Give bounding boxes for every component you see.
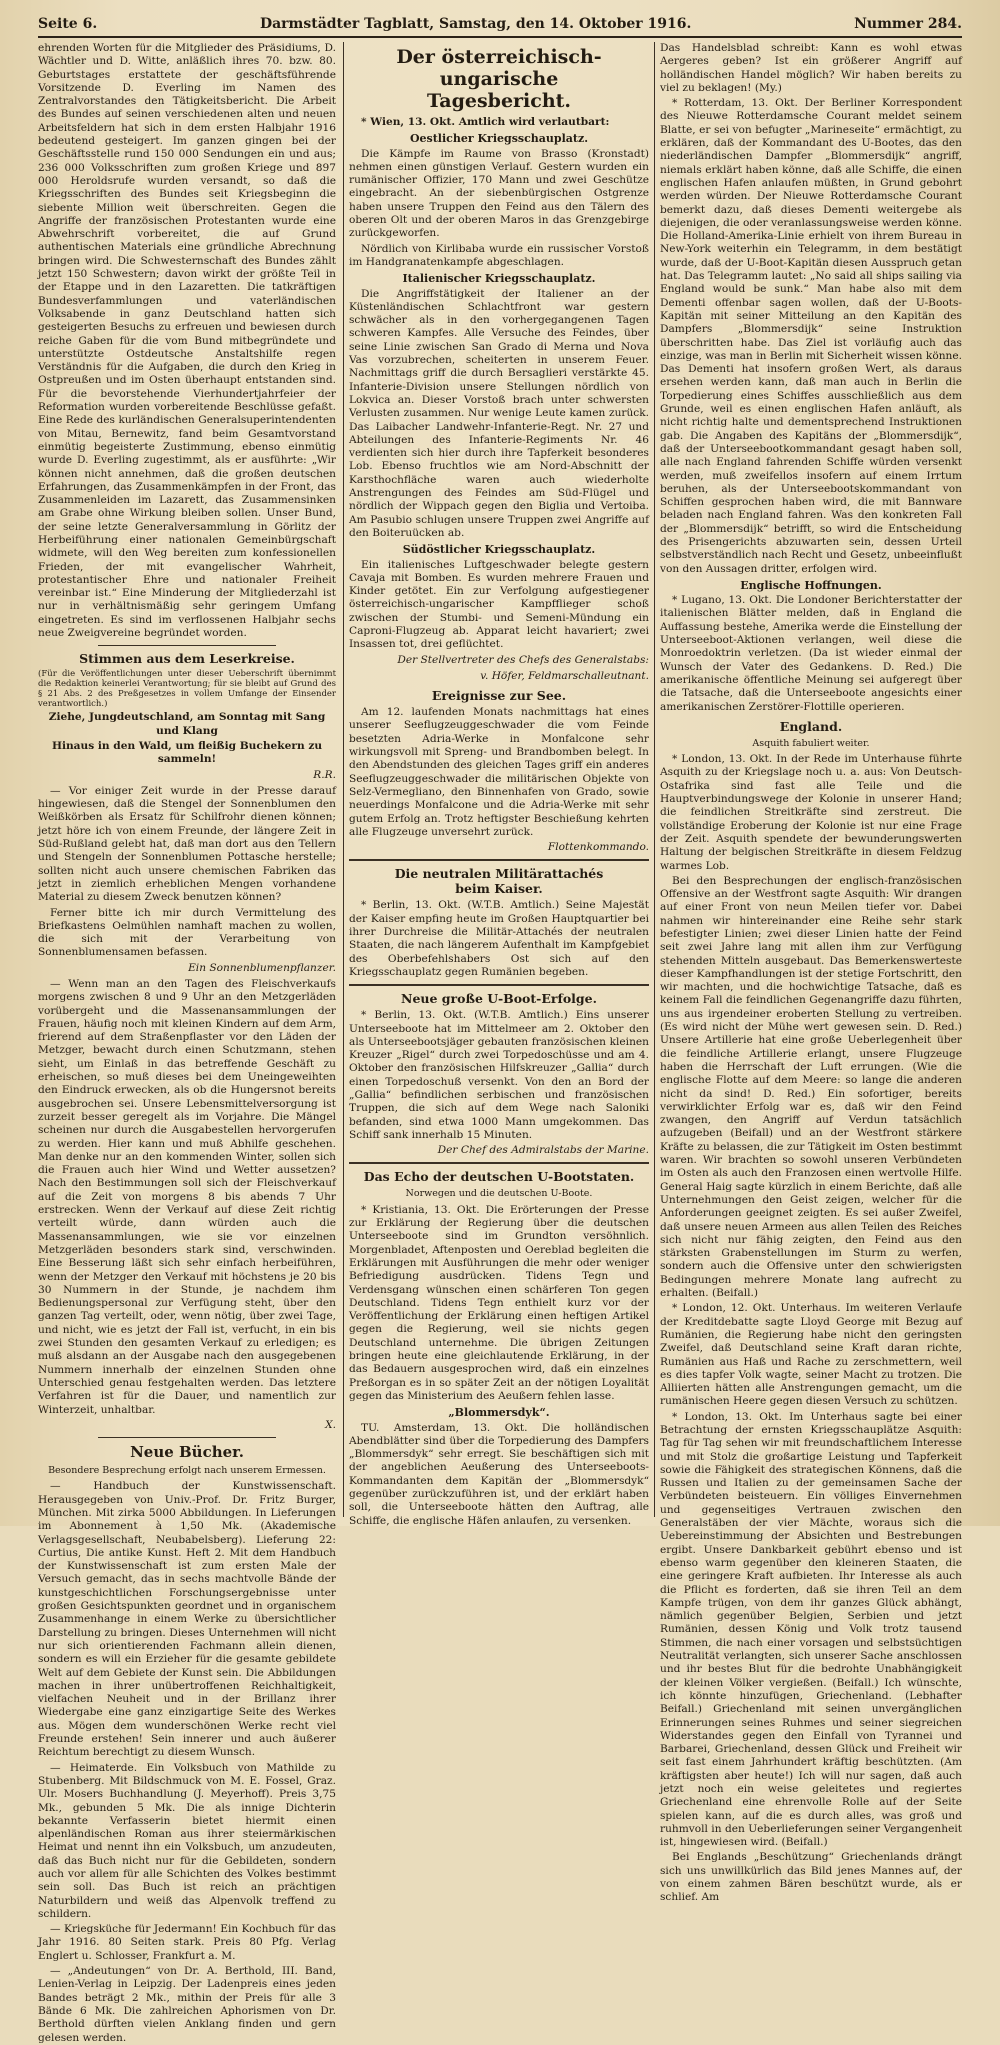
leserkreis-disclaimer: (Für die Veröffentlichungen unter dieser Ueberschrift übernimmt die Redaktion keinerlei Verantwortung; für sie bleibt auf Grund des § 21 Abs. 2 des Preßgesetzes in vollem Umfange der Einsender verantwortlich.): [38, 669, 336, 710]
divider: [98, 645, 277, 646]
report-london-asquith-2: Bei den Besprechungen der englisch-französischen Offensive an der Westfront sagte Asquith: Wir drangen auf einer Front von neun Meilen tiefer vor. Dabei nahmen wir hintereinander eine Reihe sehr stark befestigter Linien; zwei dieser Linien hatte der Feind seit zwei Jahre lang mit allen ihm zur Verfügung stehenden Mitteln ausgebaut. Das Bemerkenswerteste dieser Kampfhandlungen ist der stetige Fortschritt, den wir machten, und die hochwichtige Tatsache, daß es keinem Fall die feindlichen Gegenangriffe dazu führten, uns aus irgendeiner eroberten Stellung zu vertreiben. (Es wird nicht der Mühe wert gewesen sein. D. Red.) Unsere Artillerie hat eine große Ueberlegenheit über die feindliche Artillerie erlangt, unsere Flugzeuge haben die Herrschaft der Luft errungen. (Wie die englische Flotte auf dem Meere: so lange die anderen nicht da sind! D. Red.) Ein sofortiger, bereits verwirklichter Erfolg war es, daß wir den Feind zwangen, den Angriff auf Verdun tatsächlich aufzugeben (Beifall) und an der Westfront stärkere Kräfte zu belassen, die zur Tätigkeit im Osten bestimmt waren. Wir brachten so sowohl unseren Verbündeten im Osten als auch den Franzosen einen wertvolle Hilfe. General Haig sagte kürzlich in einem Berichte, daß alle Unternehmungen den Geist zeigen, welcher für die Anforderungen geeignet zeigten. Es sei außer Zweifel, daß unsere neuen Armeen aus allen Teilen des Reiches sich nicht nur fähig zeigten, den Feind aus den stärksten Grabenstellungen im Sturm zu werfen, sondern auch die Offensive unter den schwierigsten Bedingungen mehrere Monate lang aufrecht zu erhalten. (Beifall.): [660, 874, 962, 1300]
flottenkommando-signature: Flottenkommando.: [547, 841, 649, 854]
oesterreich-heading: [349, 46, 649, 112]
report-see: Am 12. laufenden Monats nachmittags hat eines unserer Seeflugzeuggeschwader die vom Feinde besetzten Adria-Werke in Monfalcone sehr wirkungsvoll mit Spreng- und Brandbomben belegt. In den Abendstunden des gleichen Tages griff ein anderes Seeflugzeuggeschwader die militärischen Objekte von Selz-Vermegliano, den Binnenhafen von Grado, sowie neuerdings Monfalcone und die Adria-Werke mit sehr gutem Erfolg an. Trotz heftigster Beschießung kehrten alle Flugzeuge unversehrt zurück.: [349, 706, 649, 838]
england-subheading: Asquith fabuliert weiter.: [752, 737, 870, 749]
issue-number: Nummer 284.: [854, 16, 962, 32]
letter-sonnenblumen-signature: Ein Sonnenblumenpflanzer.: [188, 961, 336, 974]
page-number: Seite 6.: [38, 16, 98, 32]
neue-buecher-subheading: Besondere Besprechung erfolgt nach unserem Ermessen.: [48, 1465, 326, 1477]
oestlicher-kriegsschauplatz-heading: Oestlicher Kriegsschauplatz.: [409, 132, 589, 146]
echo-subheading: Norwegen und die deutschen U-Boote.: [405, 1188, 593, 1200]
report-uboot: * Berlin, 13. Okt. (W.T.B. Amtlich.) Eins unserer Unterseeboote hat im Mittelmeer am 2. Oktober den als Unterseebootsjäger gebauten französischen kleinen Kreuzer „Rigel“ durch zwei Torpedoschüsse und am 4. Oktober den französischen Hilfskreuzer „Gallia“ durch einen Torpedoschuß versenkt. Von den an Bord der „Gallia“ befindlichen serbischen und französischen Truppen, die sich auf dem Wege nach Saloniki befanden, sind etwa 1000 Mann umgekommen. Das Schiff sank innerhalb 15 Minuten.: [349, 1009, 649, 1141]
divider: [349, 859, 649, 861]
generalstab-signature-name: v. Höfer, Feldmarschalleutnant.: [480, 669, 649, 682]
england-heading: England.: [779, 718, 843, 734]
book-review-kunstwissenschaft: — Handbuch der Kunstwissenschaft. Herausgegeben von Univ.-Prof. Dr. Fritz Burger, München. Mit zirka 5000 Abbildungen. In Lieferungen im Abonnement à 1,50 Mk. (Akademische Verlagsgesellschaft, Neubabelsberg). Lieferung 22: Curtius, Die antike Kunst. Heft 2. Mit dem Handbuch der Kunstwissenschaft ist zum ersten Male der Versuch gemacht, das in sechs machtvolle Bände der kunstgeschichtlichen Forschungsergebnisse unter großen Gesichtspunkten geordnet und in organischem Zusammenhange in einem Werke zu übersichtlicher Darstellung zu bringen. Dieses Unternehmen will nicht nur sich orientierenden Fachmann allein dienen, sondern es will ein Erzieher für die gesamte gebildete Welt auf dem Gebiete der Kunst sein. Die Abbildungen machen in ihrer unübertroffenen Reichhaltigkeit, vielfachen Neuheit und in der Brillanz ihrer Wiedergabe eine ganz einzigartige Seite des Werkes aus. Mögen dem wunderschönen Werke recht viel Freunde erstehen! Sein innerer und auch äußerer Reichtum berechtigt zu diesem Wunsch.: [38, 1480, 336, 1759]
blommersdyk-heading: „Blommersdyk“.: [448, 1406, 550, 1420]
oesterreich-heading-line-2: Tagesbericht.: [426, 90, 572, 112]
report-suedoestlich: Ein italienisches Luftgeschwader belegte gestern Cavaja mit Bomben. Es wurden mehrere Frauen und Kinder getötet. Ein zur Verfolgung aufgestiegener österreichisch-ungarischer Kampfflieger schoß zwischen der Stumbi- und Semeni-Mündung ein Caproni-Flugzeug ab. Apparat leicht havariert; zwei Insassen tot, drei geflüchtet.: [349, 558, 649, 651]
report-amsterdam: TU. Amsterdam, 13. Okt. Die holländischen Abendblätter sind über die Torpedierung des Dampfers „Blommersdyk“ sehr erregt. Sie beschäftigen sich mit der angeblichen Aeußerung des Unterseeboots-Kommandanten dem Kapitän der „Blommersdyk“ gegenüber zurückzuführen ist, und der erklärt haben soll, die Unterseeboote hätten den Auftrag, alle Schiffe, die englische Häfen anlaufen, zu versenken.: [349, 1421, 649, 1527]
generalstab-signature: Der Stellvertreter des Chefs des Generalstabs:: [397, 653, 649, 666]
suedoestlicher-kriegsschauplatz-heading: Südöstlicher Kriegsschauplatz.: [402, 543, 596, 557]
ereignisse-zur-see-heading: Ereignisse zur See.: [431, 688, 567, 704]
admiralstab-signature: Der Chef des Admiralstabs der Marine.: [437, 1144, 649, 1157]
italienischer-kriegsschauplatz-heading: Italienischer Kriegsschauplatz.: [402, 272, 596, 286]
column-rule-left: [343, 42, 344, 1517]
divider: [98, 1437, 277, 1438]
book-review-kriegskueche: — Kriegsküche für Jedermann! Ein Kochbuch für das Jahr 1916. 80 Seiten stark. Preis 80 Pfg. Verlag Englert u. Schlosser, Frankfurt a. M.: [38, 1923, 336, 1962]
article-evangelischer-bund-text: ehrenden Worten für die Mitglieder des Präsidiums, D. Wächtler und D. Witte, anläßlich ihres 70. bzw. 80. Geburtstages erstattete der geschäftsführende Vorsitzende D. Everling im Namen des Zentralvorstandes den Tätigkeitsbericht. Die Arbeit des Bundes auf seinen verschiedenen alten und neuen Arbeitsfeldern hat sich in dem ersten Halbjahr 1916 bedeutend gesteigert. Im ganzen gingen bei der Geschäftsstelle rund 150 000 Sendungen ein und aus; 236 000 Volksschriften zum großen Kriege und 897 000 Heroldsrufe wurden versandt, so daß die Kriegsschriften des Bundes seit Kriegsbeginn die siebente Million weit überschreiten. Gegen die Angriffe der französischen Protestanten wurde eine Abwehrschrift vorbereitet, die auf Grund authentischen Materials eine gründliche Abrechnung bringen wird. Die Schwesternschaft des Bundes zählt jetzt 150 Schwestern; davon wirkt der größte Teil in der Etappe und in den Lazaretten. Die tatkräftigen Bundesverfammlungen und vaterländischen Volksabende in ganz Deutschland hatten sich gesteigerten Besuchs zu erfreuen und bewiesen durch reiche Gaben für die vom Bund mitbegründete und unterstützte Ostdeutsche Anstaltshilfe regen Verständnis für die Aufgaben, die durch den Krieg in Ostpreußen und im Osten überhaupt entstanden sind. Für die bevorstehende Vierhundertjahrfeier der Reformation wurden vorbereitende Beschlüsse gefaßt. Eine Rede des kurländischen Generalsuperintendenten von Mitau, Bernewitz, fand beim Gesamtvorstand einmütig begeisterte Zustimmung, ebenso einmütig wurde D. Everling zugestimmt, als er ausführte: „Wir können nicht annehmen, daß die großen deutschen Erfahrungen, das Zusammenkämpfen in der Front, das Zusammenleiden im Lazarett, das Zusammensinken am Grabe ohne Wirkung bleiben sollen. Unser Bund, der seine letzte Generalversammlung in Görlitz der Herbeiführung einer nationalen Gemeinbürgschaft widmete, will den Weg bereiten zum konfessionellen Frieden, der mit evangelischer Wahrheit, protestantischer Ehre und nationaler Freiheit vereinbar ist.“ Eine Minderung der Mitgliederzahl ist nur in verhältnismäßig sehr geringem Umfang eingetreten. Es sind im verflossenen Halbjahr sechs neue Zweigvereine begründet worden.: [38, 42, 336, 640]
report-italienisch: Die Angriffstätigkeit der Italiener an der Küstenländischen Schlachtfront war gestern schwächer als in den vorhergegangenen Tagen schweren Kampfes. Alle Versuche des Feindes, über seine Linie zwischen San Grado di Merna und Nova Vas vorzubrechen, scheiterten in unserem Feuer. Nachmittags griff die durch Bersaglieri verstärkte 45. Infanterie-Division unsere Stellungen nördlich von Lokvica an. Dieser Vorstoß brach unter schwersten Verlusten zusammen. Nur wenige Leute kamen zurück. Das Laibacher Landwehr-Infanterie-Regt. Nr. 27 und Abteilungen des Infanterie-Regiments Nr. 46 verdienten sich hier durch ihre Tapferkeit besonderes Lob. Ebenso fruchtlos wie am Nord-Abschnitt der Karsthochfläche waren auch wiederholte Anstrengungen des Feindes am Süd-Flügel und nördlich der Wippach gegen den Biglia und Vertoiba. Am Pasubio schlugen unsere Truppen zwei Angriffe auf den Boiteruücken ab.: [349, 287, 649, 539]
uboot-erfolge-heading: Neue große U-Boot-Erfolge.: [401, 991, 597, 1007]
verse-signature: R.R.: [313, 768, 336, 781]
newspaper-title: Darmstädter Tagblatt, Samstag, den 14. Oktober 1916.: [259, 16, 692, 32]
report-kristiania: * Kristiania, 13. Okt. Die Erörterungen der Presse zur Erklärung der Regierung über die deutschen Unterseeboote sind im Grundton versöhnlich. Morgenbladet, Aftenposten und Oereblad begleiten die Erklärungen mit Ausführungen die mehr oder weniger Befriedigung ausdrücken. Tidens Tegn und Verdensgang wünschen einen schärferen Ton gegen Deutschland. Tidens Tegn enthielt kurz vor der Veröffentlichung der Erklärung einen heftigen Artikel gegen die Regierung, weil sie nichts gegen Deutschland unternehme. Die übrigen Zeitungen bringen heute eine gleichlautende Erklärung, in der das Bedauern ausgesprochen wird, daß ein einzelnes Preßorgan es in so später Zeit an der nötigen Loyalität gegen das Ministerium des Aeußern fehlen lasse.: [349, 1203, 649, 1402]
report-lugano: * Lugano, 13. Okt. Die Londoner Berichterstatter der italienischen Blätter melden, daß in England die Auffassung bestehe, Amerika werde die Einstellung der Unterseeboot-Aktionen verlangen, weil diese die Monroedoktrin verletzen. (Da ist wieder einmal der Wunsch der Vater des Gedankens. D. Red.) Die amerikanische öffentliche Meinung sei aufgeregt über die Tatsache, daß die Unterseeboote angesichts einer amerikanischen Zerstörer-Flottille operieren.: [660, 594, 962, 713]
verse-line-2: Hinaus in den Wald, um fleißig Buchekern zu sammeln!: [51, 739, 323, 766]
militaerattaches-heading: [349, 866, 649, 896]
neue-buecher-heading: Neue Bücher.: [130, 1443, 244, 1462]
divider: [349, 1162, 649, 1164]
book-review-heimaterde: — Heimaterde. Ein Volksbuch von Mathilde zu Stubenberg. Mit Bildschmuck von M. E. Fossel, Graz. Ulr. Mosers Buchhandlung (J. Meyerhoff). Preis 3,75 Mk., gebunden 5 Mk. Die als innige Dichterin bekannte Verfasserin bietet hiermit einen alpenländischen Roman aus ihrer steiermärkischen Heimat und nennt ihn ein Volksbuch, um anzudeuten, daß das Buch nicht nur für die Gebildeten, sondern auch vor allem für alle Schichten des Volkes bestimmt sein soll. Das Buch ist reich an prächtigen Naturbildern und weiß das Alpenvolk treffend zu schildern.: [38, 1761, 336, 1920]
report-london-asquith-3: * London, 13. Okt. Im Unterhaus sagte bei einer Betrachtung der ernsten Kriegsschauplätze Asquith: Tag für Tag sehen wir mit freundschaftlichem Interesse und mit Stolz die großartige Leistung und Tapferkeit sowie die Fähigkeit des strategischen Könnens, daß die Russen und Italien zu der gemeinsamen Sache der Verbündeten beisteuern. Ein völliges Einvernehmen und gegenseitiges Vertrauen zwischen den Generalstäben der vier Mächte, woraus sich die Uebereinstimmung der Absichten und Bestrebungen ergibt. Unsere Dankbarkeit gebührt ebenso und ist ebenso warm gegenüber den kleineren Staaten, die eine geringere Kraft aufbieten. Ihr Interesse als auch die Pflicht es forderten, daß sie ihren Teil an dem Kampfe trügen, von dem ihr ganzes Glück abhängt, nämlich gegenüber Belgien, Serbien und jetzt Rumänien, dessen König und Volk trotz tausend Stimmen, die nach einer vorsagen und selbstsüchtigen Neutralität verlangten, sich unserer Sache anschlossen und ihr bestes Blut für die bedrohte Unabhängigkeit der kleinen Völker vergießen. (Beifall.) Ich wünschte, ich könnte hinzufügen, Griechenland. (Lebhafter Beifall.) Griechenland mit seinen unvergänglichen Erinnerungen seines Ruhmes und seiner siegreichen Widerstandes gegen den Einfall von Tyrannei und Barbarei, Griechenland, dessen Glück und Freiheit wir seit fast einem Jahrhundert kräftig beschützten. (Am kräftigsten aber heute!) Ich will nur sagen, daß auch jetzt noch ein weise geleitetes und regiertes Griechenland eine ehrenvolle Rolle auf der Seite spielen kann, auf die es durch alles, was groß und ruhmvoll in den Ueberlieferungen seiner Vergangenheit ist, hingewiesen wird. (Beifall.): [660, 1410, 962, 1849]
letter-fleischverkauf-signature: X.: [325, 1418, 336, 1431]
report-griechenland-comment: Bei Englands „Beschützung“ Griechenlands drängt sich uns unwillkürlich das Bild jenes Mannes auf, der von einem zahmen Bären beschützt wurde, als er schlief. Am: [660, 1851, 962, 1904]
report-rotterdam: * Rotterdam, 13. Okt. Der Berliner Korrespondent des Nieuwe Rotterdamsche Courant meldet seinem Blatte, er sei von befugter „Marineseite“ ermächtigt, zu erklären, daß der Kommandant des U-Bootes, das den niederländischen Dampfer „Blommersdijk“ angriff, niemals erklärt haben könne, daß alle Schiffe, die einen englischen Hafen anlaufen müßten, in Grund gebohrt werden würden. Der Nieuwe Rotterdamsche Courant bemerkt dazu, daß dieses Dementi weitergebe als diejenigen, die oder veranlassungsweise werden könne. Die Holland-Amerika-Linie erhielt von ihrem Bureau in New-York weiterhin ein Telegramm, in dem bestätigt wurde, daß der U-Boot-Kapitän diesen Ausspruch getan hat. Das Telegramm lautet: „No said all ships sailing via England would be sunk.“ Man habe also mit dem Dementi offenbar sagen wollen, daß der U-Boots-Kapitän mit seiner Mitteilung an den Kapitän des Dampfers „Blommersdijk“ seine Instruktion überschritten habe. Das Ziel ist vorläufig auch das einzige, was man in Berlin mit Sicherheit wissen könne. Das Dementi hat insofern großen Wert, als daraus ersehen werden kann, daß man auch in Berlin die Torpedierung eines Schiffes ausschließlich aus dem Grunde, weil es einen englischen Hafen anläuft, als nicht richtig halte und dementsprechend Instruktionen gab. Die Angaben des Kapitäns der „Blommersdijk“, daß der Unterseebootkommandant gesagt haben soll, alle nach England fahrenden Schiffe würden versenkt werden, muß zweifellos insofern auf einem Irrtum beruhen, als der Unterseebootskommandant von Schiffen gesprochen haben wird, die mit Bannware beladen nach England fahren. Was den konkreten Fall der „Blommersdijk“ betrifft, so wird die Entscheidung des Prisengerichts abzuwarten sein, dessen Urteil selbstverständlich nach Recht und Gesetz, unbeeinflußt von den Aussagen dritter, erfolgen wird.: [660, 97, 962, 575]
report-militaerattaches: * Berlin, 13. Okt. (W.T.B. Amtlich.) Seine Majestät der Kaiser empfing heute im Großen Hauptquartier bei ihrer Durchreise die Militär-Attachés der neutralen Staaten, die nach längerem Aufenthalt im Kampfgebiet des Oberbefehlshabers Ost sich auf den Kriegsschauplatz gegen Rumänien begeben.: [349, 899, 649, 978]
letter-fleischverkauf: — Wenn man an den Tagen des Fleischverkaufs morgens zwischen 8 und 9 Uhr an den Metzgerläden vorübergeht und die Massenansammlungen der Frauen, häufig noch mit kleinen Kindern auf dem Arm, frierend auf dem Straßenpflaster vor den Läden der Metzger, bewacht durch einen Schutzmann, stehen sieht, um Einlaß in das betreffende Geschäft zu erheischen, so muß dieses bei dem Uneingeweihten den Eindruck erwecken, als ob die Hungersnot bereits ausgebrochen sei. Unsere Lebensmittelversorgung ist zurzeit besser geregelt als im Vorjahre. Die Mängel scheinen nur durch die Ausgabestellen hervorgerufen zu werden. Hier kann und muß Abhilfe geschehen. Man denke nur an den kommenden Winter, sollen sich die Frauen auch hier Wind und Wetter aussetzen? Nach den Bestimmungen soll sich der Fleischverkauf auf die Zeit von morgens 8 bis abends 7 Uhr erstrecken. Wenn der Verkauf auf diese Zeit richtig verteilt würde, dann würden auch die Massenansammlungen, wie sie vor einzelnen Metzgerläden besonders stark sind, verschwinden. Eine Besserung läßt sich sehr einfach herbeiführen, wenn der Metzger den Verkauf mit höchstens je 20 bis 30 Nummern in der Stunde, je nachdem ihm Bedienungspersonal zur Verfügung steht, über den ganzen Tag verteilt, oder, wenn nötig, über zwei Tage, und nicht, wie es jetzt der Fall ist, verfucht, in ein bis zwei Stunden den gesamten Verkauf zu erledigen; es muß alsdann an der Ausgabe nach den ausgegebenen Nummern innerhalb der einzelnen Stunden ohne Unterschied genau festgehalten werden. Das letztere Verfahren ist für die Dauer, und namentlich zur Winterzeit, unhaltbar.: [38, 978, 336, 1416]
report-london-asquith-1: * London, 13. Okt. In der Rede im Unterhause führte Asquith zu der Kriegslage noch u. a. aus: Von Deutsch-Ostafrika sind fast alle Teile und die Hauptverbindungswege der Kolonie in unserer Hand; die feindlichen Streitkräfte sind zerstreut. Die vollständige Eroberung der Kolonie ist nur eine Frage der Zeit. Asquith spendete der bewunderungswerten Haltung der belgischen Streitkräfte in diesem Feldzug warmes Lob.: [660, 753, 962, 872]
militaerattaches-heading-line-2: beim Kaiser.: [455, 881, 543, 897]
book-review-andeutungen: — „Andeutungen“ von Dr. A. Berthold, III. Band, Lenien-Verlag in Leipzig. Der Ladenpreis eines jeden Bandes beträgt 2 Mk., mithin der Preis für alle 3 Bände 6 Mk. Die zahlreichen Aphorismen von Dr. Berthold dürften vielen Anklang finden und gern gelesen werden.: [38, 1965, 336, 2044]
letter-sonnenblumen: — Vor einiger Zeit wurde in der Presse darauf hingewiesen, daß die Stengel der Sonnenblumen den Weißkörben als Ersatz für Schilfrohr dienen können; jetzt höre ich von einem Freunde, der längere Zeit in Süd-Rußland gelebt hat, daß man dort aus den Tellern und Stengeln der Sonnenblumen Pottasche herstelle; sollten nicht auch unsere chemischen Fabriken das jetzt in ziemlich erheblichen Mengen vorhandene Material zu diesem Zweck benutzen können?: [38, 784, 336, 904]
report-handelsblad: Das Handelsblad schreibt: Kann es wohl etwas Aergeres geben? Ist ein größerer Angriff auf holländischen Handel möglich? Wir haben bereits zu viel zu beklagen! (My.): [660, 42, 962, 94]
leserkreis-heading: Stimmen aus dem Leserkreise.: [79, 651, 295, 667]
column-right: [660, 42, 962, 1904]
report-oestlich-1: Die Kämpfe im Raume von Brasso (Kronstadt) nehmen einen günstigen Verlauf. Gestern wurden ein rumänischer Offizier, 170 Mann und zwei Geschütze eingebracht. An der siebenbürgischen Ostgrenze haben unsere Truppen den Feind aus den Tälern des oberen Olt und der oberen Maros in das Grenzgebirge zurückgeworfen.: [349, 147, 649, 240]
verse-line-1: Ziehe, Jungdeutschland, am Sonntag mit Sang und Klang: [48, 711, 326, 737]
dateline-wien: * Wien, 13. Okt. Amtlich wird verlautbart:: [361, 116, 610, 128]
column-middle: [349, 42, 649, 1527]
divider: [349, 984, 649, 986]
column-left: [38, 42, 336, 2044]
report-oestlich-2: Nördlich von Kirlibaba wurde ein russischer Vorstoß im Handgranatenkampfe abgeschlagen.: [349, 242, 649, 268]
englische-hoffnungen-heading: Englische Hoffnungen.: [740, 578, 882, 592]
masthead: [38, 12, 962, 38]
report-london-lloyd-george: * London, 12. Okt. Unterhaus. Im weiteren Verlaufe der Kreditdebatte sagte Lloyd George mit Bezug auf Rumänien, die Regierung habe nicht den geringsten Zweifel, daß Deutschland seine Kraft daran richte, Rumänien aus Haß und Rache zu zerschmettern, weil es dies tapfer Volk wagte, seiner Macht zu trotzen. Die Alliierten hätten alle Anstrengungen gemacht, um die rumänischen Heere gegen diesen Versuch zu schützen.: [660, 1302, 962, 1408]
echo-heading: Das Echo der deutschen U-Bootstaten.: [363, 1169, 635, 1185]
militaerattaches-heading-line-1: Die neutralen Militärattachés: [394, 866, 604, 882]
oesterreich-heading-line-1: Der österreichisch-ungarische: [396, 46, 602, 90]
letter-sonnenblumen-2: Ferner bitte ich mir durch Vermittelung des Briefkastens Oelmühlen namhaft machen zu wollen, die sich mit der Verarbeitung von Sonnenblumensamen befassen.: [38, 906, 336, 959]
column-rule-right: [654, 42, 655, 1517]
